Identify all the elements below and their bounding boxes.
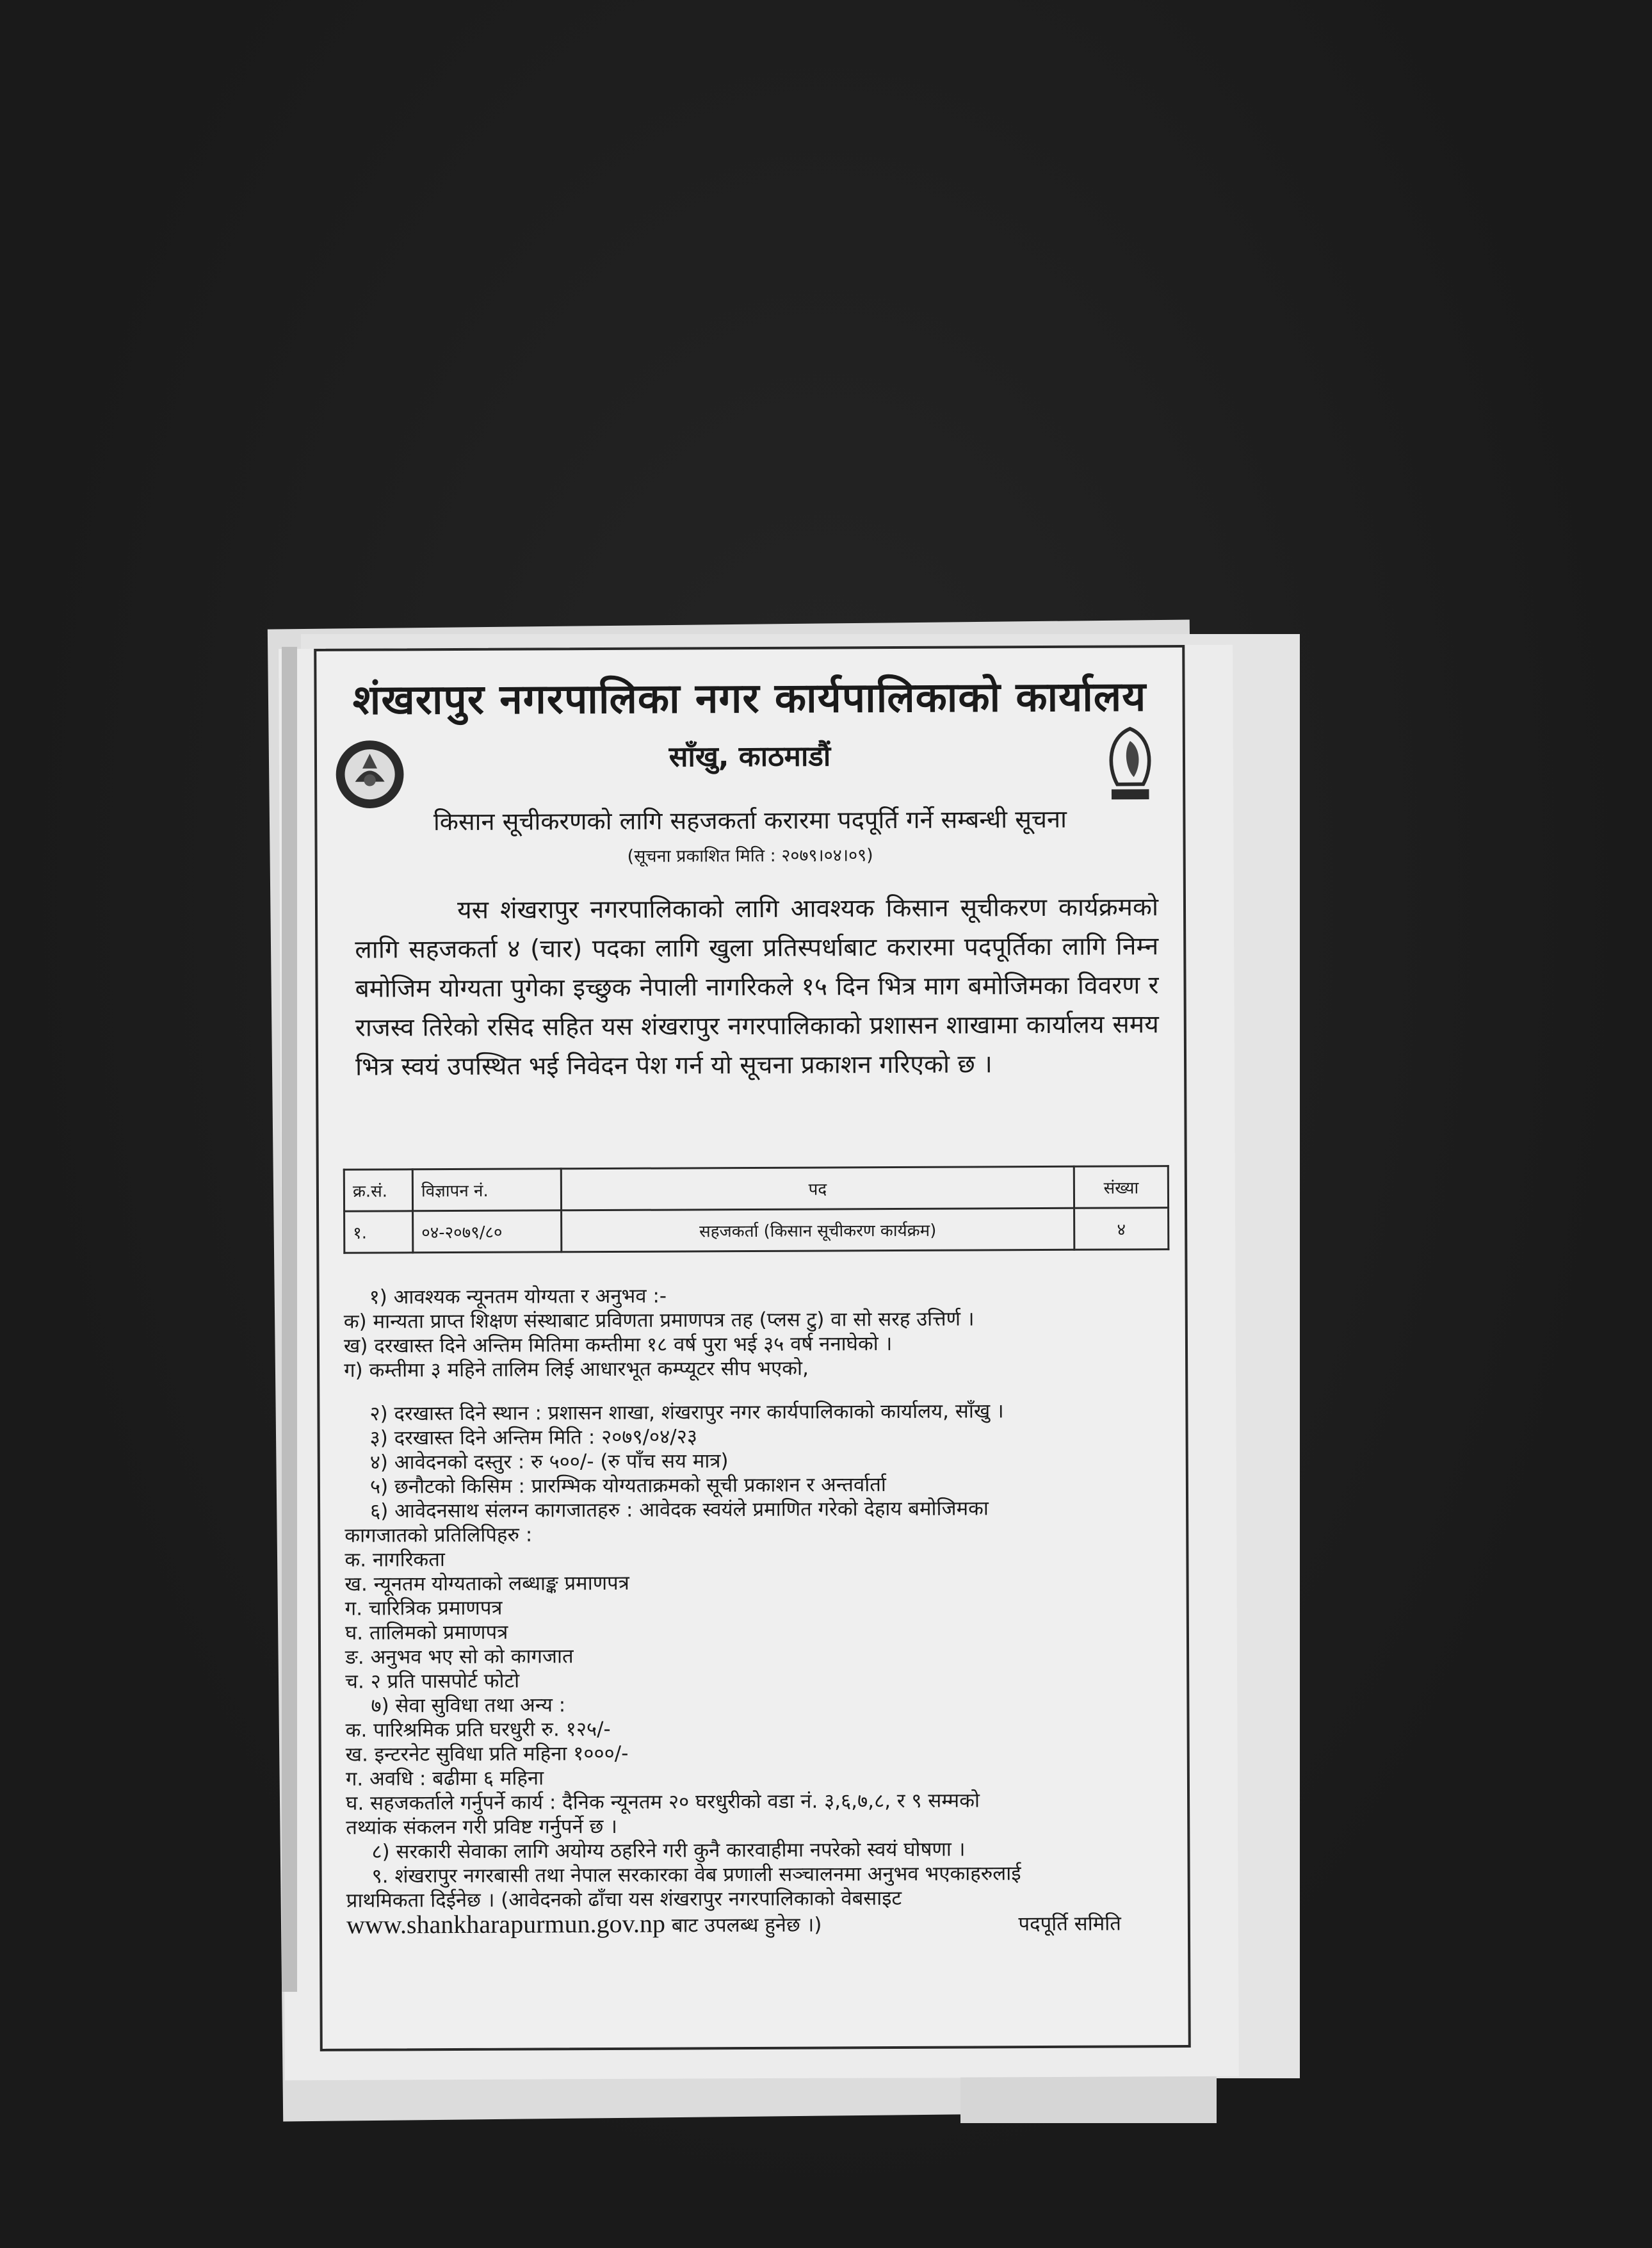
cell-serial: १. — [344, 1211, 413, 1253]
req-3: ३) दरखास्त दिने अन्तिम मिति : २०७९/०४/२३ — [369, 1425, 698, 1450]
notice-box — [314, 645, 1191, 2051]
req-6e: ङ. अनुभव भए सो को कागजात — [345, 1645, 574, 1669]
municipality-conch-logo-icon — [1101, 721, 1160, 811]
paper-edge-strip — [282, 647, 297, 1992]
req-1b: ख) दरखास्त दिने अन्तिम मितिमा कम्तीमा १८ वर्ष पुरा भई ३५ वर्ष ननाघेको । — [343, 1332, 893, 1358]
req-7b: ख. इन्टरनेट सुविधा प्रति महिना १०००/- — [345, 1741, 629, 1766]
cell-ad-number: ०४-२०७९/८० — [413, 1210, 562, 1253]
header-count: संख्या — [1074, 1166, 1168, 1209]
req-1: १) आवश्यक न्यूनतम योग्यता र अनुभव :- — [369, 1284, 667, 1309]
header-serial: क्र.सं. — [344, 1169, 412, 1211]
req-2: २) दरखास्त दिने स्थान : प्रशासन शाखा, शंखरापुर नगर कार्यपालिकाको कार्यालय, साँखु । — [369, 1399, 1004, 1426]
req-8: ८) सरकारी सेवाका लागि अयोग्य ठहरिने गरी कुनै कारवाहीमा नपरेको स्वयं घोषणा । — [371, 1837, 966, 1864]
req-6b: ख. न्यूनतम योग्यताको लब्धाङ्क प्रमाणपत्र — [344, 1571, 629, 1596]
intro-paragraph: यस शंखरापुर नगरपालिकाको लागि आवश्यक किसान सूचीकरण कार्यक्रमको लागि सहजकर्ता ४ (चार) पदका लागि खुला प्रतिस्पर्धाबाट करारमा पदपूर्तिका लागि निम्न बमोजिम योग्यता पुगेका इच्छुक नेपाली नागरिकले १५ दिन भित्र माग बमोजिमका विवरण र राजस्व तिरेको रसिद सहित यस शंखरापुर नगरपालिकाको प्रशासन शाखामा कार्यालय समय भित्र स्वयं उपस्थित भई निवेदन पेश गर्न यो सूचना प्रकाशन गरिएको छ । — [355, 893, 1159, 1082]
table-header-row — [344, 1166, 1168, 1212]
header-post: पद — [561, 1166, 1074, 1210]
req-4: ४) आवेदनको दस्तुर : रु ५००/- (रु पाँच सय मात्र) — [369, 1449, 729, 1474]
req-9: ९. शंखरापुर नगरबासी तथा नेपाल सरकारका वेब प्रणाली सञ्चालनमा अनुभव भएकाहरुलाई — [371, 1862, 1021, 1888]
nepal-government-emblem-icon — [333, 737, 407, 811]
req-6c: ग. चारित्रिक प्रमाणपत्र — [344, 1596, 503, 1620]
signature-committee: पदपूर्ति समिति — [1018, 1912, 1122, 1936]
vacancy-table — [343, 1165, 1170, 1254]
publication-date: (सूचना प्रकाशित मिति : २०७९।०४।०९) — [627, 845, 873, 867]
req-1a: क) मान्यता प्राप्त शिक्षण संस्थाबाट प्रविणता प्रमाणपत्र तह (प्लस टु) वा सो सरह उत्तिर्ण । — [343, 1307, 975, 1333]
header-ad-number: विज्ञापन नं. — [412, 1169, 561, 1211]
req-7: ७) सेवा सुविधा तथा अन्य : — [371, 1693, 566, 1718]
req-7a: क. पारिश्रमिक प्रति घरधुरी रु. १२५/- — [345, 1717, 611, 1742]
website-url: www.shankharapurmun.gov.np — [346, 1909, 666, 1939]
req-6d: घ. तालिमको प्रमाणपत्र — [344, 1620, 508, 1645]
requirements-list — [344, 1282, 1172, 1939]
office-title: शंखरापुर नगरपालिका नगर कार्यपालिकाको कार्यालय — [352, 673, 1147, 724]
table-row — [344, 1208, 1169, 1253]
cell-count: ४ — [1074, 1208, 1169, 1250]
req-1c: ग) कम्तीमा ३ महिने तालिम लिई आधारभूत कम्प्यूटर सीप भएको, — [344, 1356, 809, 1382]
req-6: ६) आवेदनसाथ संलग्न कागजातहरु : आवेदक स्वयंले प्रमाणित गरेको देहाय बमोजिमका — [370, 1497, 989, 1523]
req-7d: घ. सहजकर्ताले गर्नुपर्ने कार्य : दैनिक न्यूनतम २० घरधुरीको वडा नं. ३,६,७,८, र ९ सम्मको — [346, 1789, 980, 1815]
cell-post: सहजकर्ता (किसान सूचीकरण कार्यक्रम) — [562, 1208, 1074, 1251]
req-7c: ग. अवधि : बढीमा ६ महिना — [345, 1766, 544, 1791]
req-7d-cont: तथ्यांक संकलन गरी प्रविष्ट गर्नुपर्ने छ । — [346, 1814, 618, 1839]
req-5: ५) छनौटको किसिम : प्रारम्भिक योग्यताक्रमको सूची प्रकाशन र अन्तर्वार्ता — [369, 1473, 886, 1499]
office-location: साँखु, काठमाडौं — [668, 740, 831, 774]
req-9-cont: प्राथमिकता दिईनेछ । (आवेदनको ढाँचा यस शंखरापुर नगरपालिकाको वेबसाइट — [346, 1886, 902, 1912]
website-suffix: बाट उपलब्ध हुनेछ ।) — [665, 1913, 822, 1937]
req-6-cont: कागजातको प्रतिलिपिहरु : — [344, 1523, 533, 1547]
website-line — [346, 1909, 1172, 1939]
notice-heading: किसान सूचीकरणको लागि सहजकर्ता करारमा पदपूर्ति गर्ने सम्बन्धी सूचना — [433, 804, 1067, 836]
req-6f: च. २ प्रति पासपोर्ट फोटो — [345, 1669, 520, 1693]
req-6a: क. नागरिकता — [344, 1548, 445, 1572]
